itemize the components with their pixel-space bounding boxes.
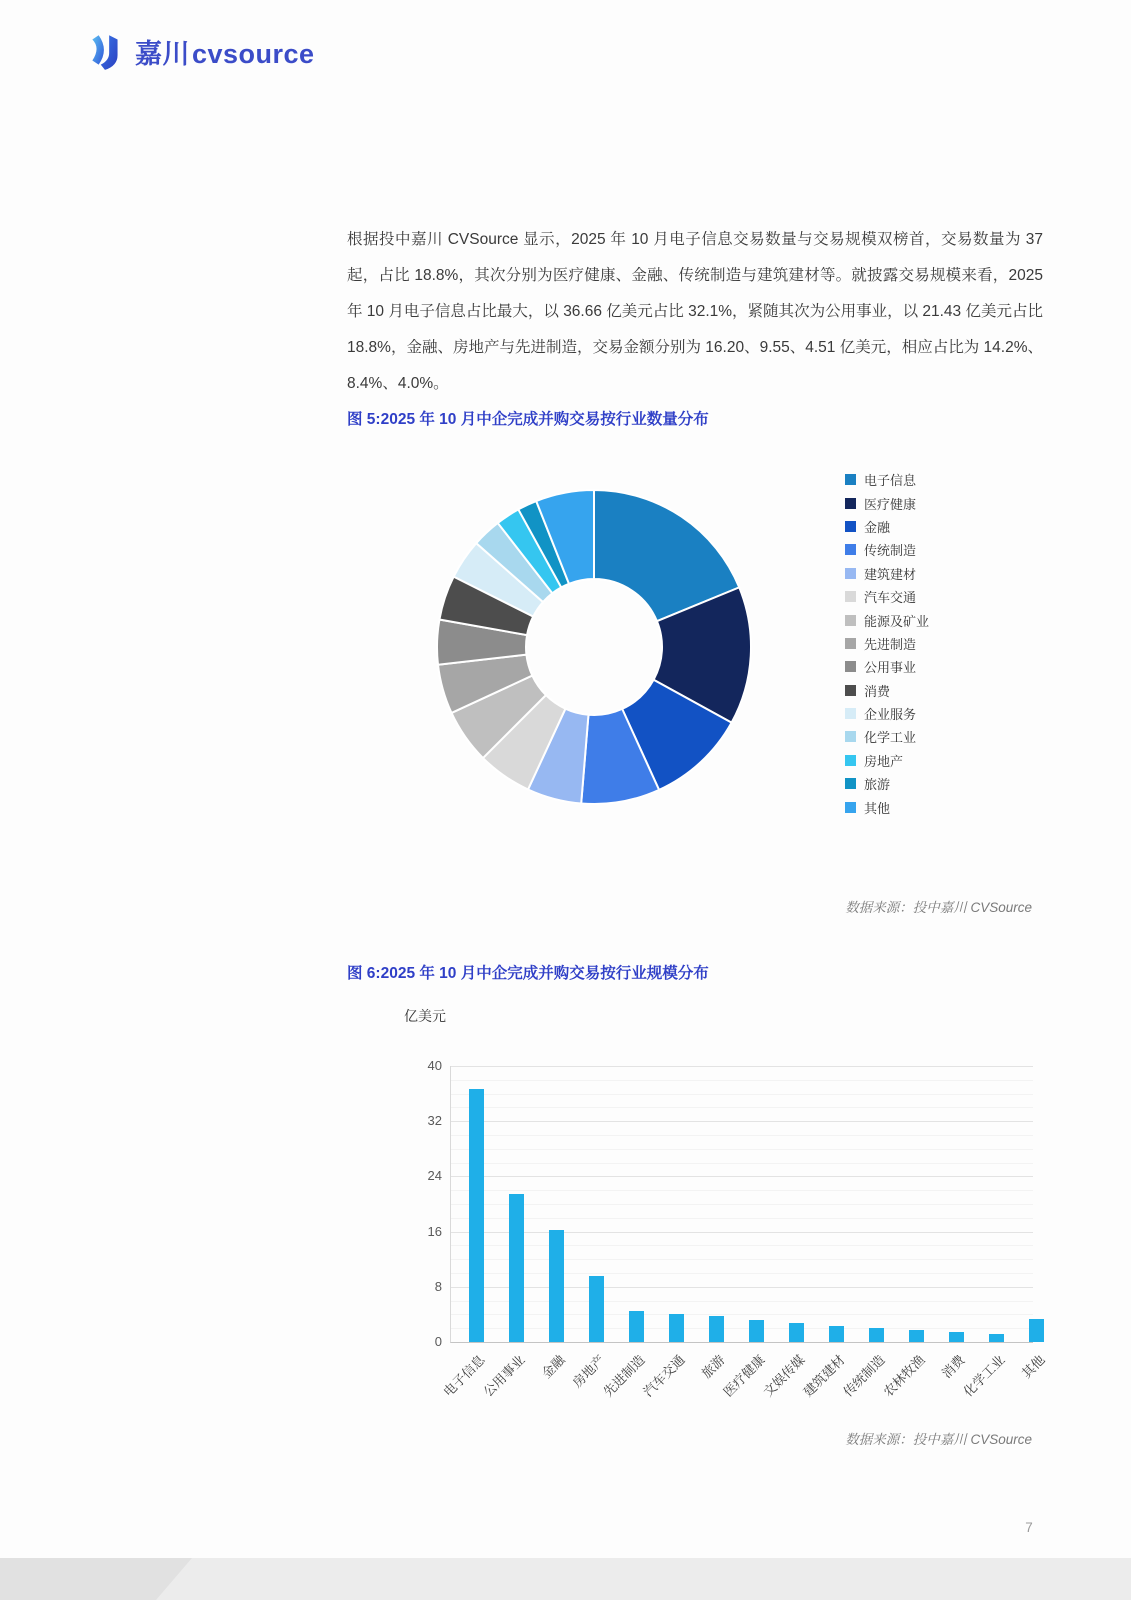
legend-item xyxy=(845,795,929,818)
x-axis-category-label: 消费 xyxy=(938,1352,968,1382)
donut-chart-svg xyxy=(434,487,754,807)
legend-label: 其他 xyxy=(864,800,891,816)
minor-gridline xyxy=(451,1218,1033,1219)
minor-gridline xyxy=(451,1080,1033,1081)
x-axis-category-label: 汽车交通 xyxy=(640,1352,688,1400)
legend-label: 金融 xyxy=(864,519,891,535)
y-axis-tick-label: 16 xyxy=(427,1223,442,1239)
legend-label: 企业服务 xyxy=(864,707,917,723)
legend-item xyxy=(845,749,929,772)
y-axis-tick-label: 8 xyxy=(434,1278,442,1294)
minor-gridline xyxy=(451,1314,1033,1315)
x-axis-category-label: 传统制造 xyxy=(840,1352,888,1400)
bar-先进制造 xyxy=(629,1311,644,1342)
x-axis-category-label: 农林牧渔 xyxy=(880,1352,928,1400)
x-axis-category-label: 医疗健康 xyxy=(720,1352,768,1400)
legend-item xyxy=(845,585,929,608)
bar-chart xyxy=(404,1002,1064,1432)
legend-label: 消费 xyxy=(864,683,891,699)
legend-swatch xyxy=(845,778,856,789)
legend-item xyxy=(845,608,929,631)
figure5-title: 图 5:2025 年 10 月中企完成并购交易按行业数量分布 xyxy=(347,411,709,428)
legend-item xyxy=(845,679,929,702)
figure6-source: 数据来源：投中嘉川 CVSource xyxy=(845,1432,1032,1447)
y-axis-tick-label: 24 xyxy=(427,1168,442,1184)
bar-传统制造 xyxy=(869,1328,884,1343)
y-axis-tick-label: 0 xyxy=(434,1334,442,1349)
x-axis-category-label: 金融 xyxy=(538,1352,568,1382)
bottom-page-edge xyxy=(0,1558,1131,1600)
x-axis-category-label: 先进制造 xyxy=(600,1352,648,1400)
legend-item xyxy=(845,725,929,748)
legend-swatch xyxy=(845,731,856,742)
minor-gridline xyxy=(451,1163,1033,1164)
legend-swatch xyxy=(845,474,856,485)
minor-gridline xyxy=(451,1273,1033,1274)
donut-chart xyxy=(434,487,754,807)
legend-swatch xyxy=(845,755,856,766)
brand-name-cn: 嘉川 xyxy=(135,38,190,69)
bar-金融 xyxy=(549,1230,564,1342)
bar-汽车交通 xyxy=(669,1314,684,1342)
legend-swatch xyxy=(845,591,856,602)
bar-医疗健康 xyxy=(749,1320,764,1342)
legend-swatch xyxy=(845,708,856,719)
bar-消费 xyxy=(949,1332,964,1342)
page-curl-shadow xyxy=(0,1558,200,1600)
legend-label: 公用事业 xyxy=(864,660,917,676)
legend-label: 房地产 xyxy=(864,753,904,769)
minor-gridline xyxy=(451,1107,1033,1108)
x-axis-category-label: 其他 xyxy=(1018,1352,1048,1382)
legend-swatch xyxy=(845,498,856,509)
legend-label: 旅游 xyxy=(864,777,891,793)
y-axis-tick-label: 32 xyxy=(427,1113,442,1129)
legend-swatch xyxy=(845,568,856,579)
legend-swatch xyxy=(845,615,856,626)
x-axis-category-label: 电子信息 xyxy=(440,1352,488,1400)
page-number: 7 xyxy=(1025,1520,1033,1535)
minor-gridline xyxy=(451,1259,1033,1260)
legend-label: 电子信息 xyxy=(864,473,917,489)
legend-swatch xyxy=(845,661,856,672)
brand-logo-text xyxy=(135,32,315,71)
major-gridline xyxy=(451,1066,1033,1067)
bar-建筑建材 xyxy=(829,1326,844,1342)
legend-label: 建筑建材 xyxy=(864,566,917,582)
x-axis-category-label: 建筑建材 xyxy=(800,1352,848,1400)
legend-item xyxy=(845,562,929,585)
legend-item xyxy=(845,515,929,538)
figure5-source: 数据来源：投中嘉川 CVSource xyxy=(845,900,1032,915)
legend-label: 先进制造 xyxy=(864,636,917,652)
legend-item xyxy=(845,772,929,795)
bar-农林牧渔 xyxy=(909,1330,924,1342)
bar-旅游 xyxy=(709,1316,724,1342)
major-gridline xyxy=(451,1232,1033,1233)
major-gridline xyxy=(451,1121,1033,1122)
minor-gridline xyxy=(451,1328,1033,1329)
bar-其他 xyxy=(1029,1319,1044,1342)
legend-swatch xyxy=(845,802,856,813)
body-paragraph: 根据投中嘉川 CVSource 显示，2025 年 10 月电子信息交易数量与交易规模双榜首，交易数量为 37 起，占比 18.8%，其次分别为医疗健康、金融、传统制造与建筑建材等。就披露交易规模来看，2025 年 10 月电子信息占比最大，以 36.66 亿美元占比 32.1%，紧随其次为公用事业，以 21.43 亿美元占比 18.8%，金融、房地产与先进制造，交易金额分别为 16.20、9.55、4.51 亿美元，相应占比为 14.2%、8.4%、4.0%。 xyxy=(347,231,1043,392)
bar-公用事业 xyxy=(509,1194,524,1342)
y-axis-tick-label: 40 xyxy=(427,1058,442,1073)
bar-电子信息 xyxy=(469,1089,484,1342)
legend-swatch xyxy=(845,638,856,649)
minor-gridline xyxy=(451,1301,1033,1302)
bar-chart-y-axis-title: 亿美元 xyxy=(404,1008,446,1024)
major-gridline xyxy=(451,1287,1033,1288)
legend-swatch xyxy=(845,685,856,696)
brand-name-en: cvsource xyxy=(192,38,315,69)
minor-gridline xyxy=(451,1245,1033,1246)
x-axis-category-label: 文娱传媒 xyxy=(760,1352,808,1400)
legend-item xyxy=(845,632,929,655)
legend-label: 能源及矿业 xyxy=(864,613,930,629)
legend-label: 传统制造 xyxy=(864,543,917,559)
donut-legend xyxy=(845,468,929,819)
legend-item xyxy=(845,702,929,725)
legend-label: 医疗健康 xyxy=(864,496,917,512)
bar-化学工业 xyxy=(989,1334,1004,1342)
minor-gridline xyxy=(451,1135,1033,1136)
x-axis-category-label: 旅游 xyxy=(698,1352,728,1382)
x-axis-category-label: 房地产 xyxy=(569,1352,608,1391)
legend-item xyxy=(845,491,929,514)
minor-gridline xyxy=(451,1190,1033,1191)
legend-item xyxy=(845,468,929,491)
legend-item xyxy=(845,655,929,678)
bar-房地产 xyxy=(589,1276,604,1342)
minor-gridline xyxy=(451,1204,1033,1205)
minor-gridline xyxy=(451,1149,1033,1150)
legend-label: 化学工业 xyxy=(864,730,917,746)
figure6-title: 图 6:2025 年 10 月中企完成并购交易按行业规模分布 xyxy=(347,965,709,982)
legend-item xyxy=(845,538,929,561)
brand-logo-icon xyxy=(85,30,127,72)
major-gridline xyxy=(451,1176,1033,1177)
bar-文娱传媒 xyxy=(789,1323,804,1342)
x-axis-category-label: 化学工业 xyxy=(960,1352,1008,1400)
legend-swatch xyxy=(845,544,856,555)
legend-label: 汽车交通 xyxy=(864,590,917,606)
minor-gridline xyxy=(451,1094,1033,1095)
x-axis-category-label: 公用事业 xyxy=(480,1352,528,1400)
brand-logo xyxy=(85,30,315,72)
bar-chart-plot-area xyxy=(450,1066,1033,1343)
legend-swatch xyxy=(845,521,856,532)
